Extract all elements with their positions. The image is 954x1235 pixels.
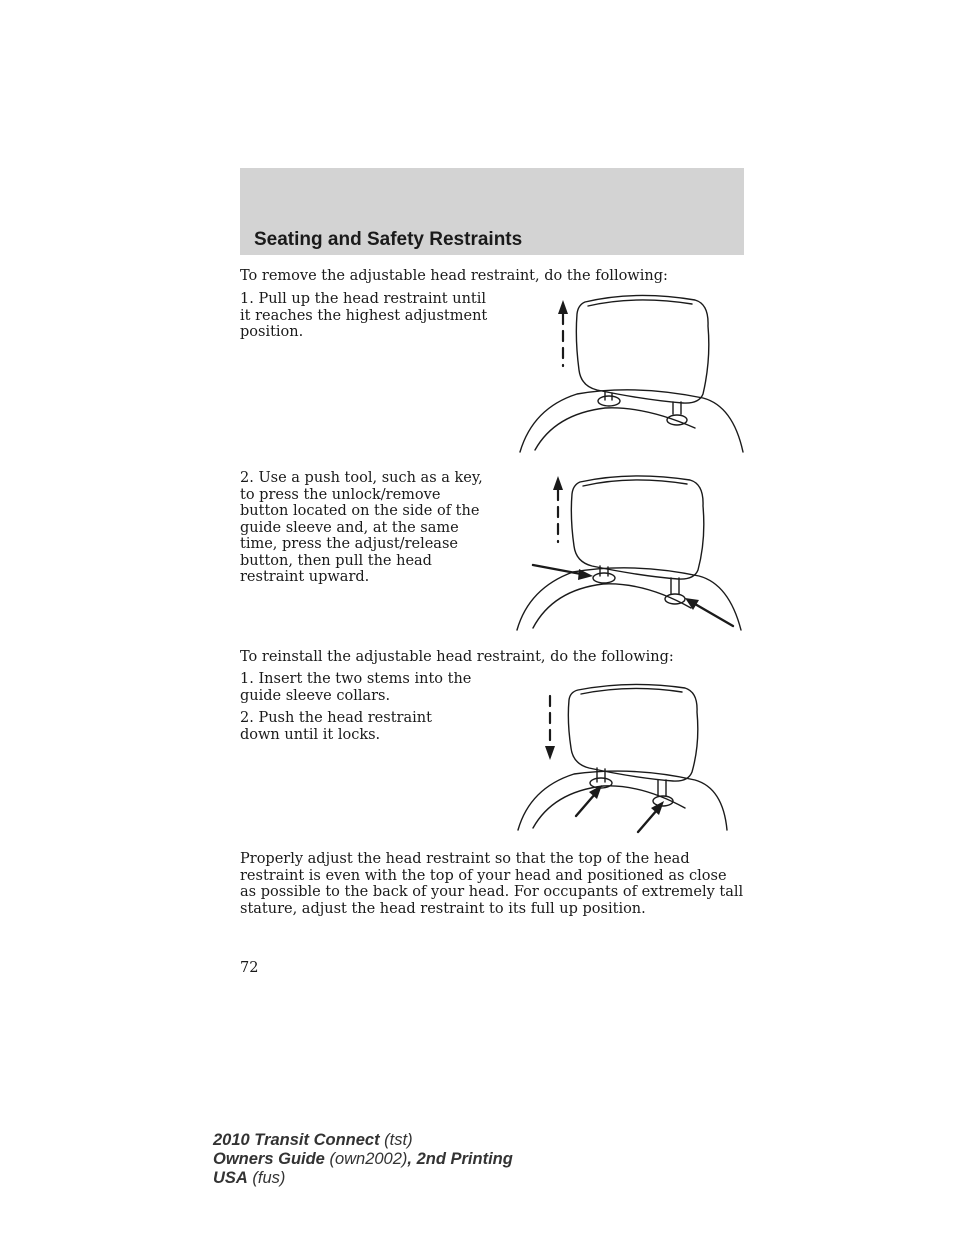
head-restraint-unlock-figure — [515, 472, 747, 632]
page-number: 72 — [240, 960, 259, 976]
remove-intro: To remove the adjustable head restraint, do the following: — [240, 268, 668, 284]
footer-line-1: 2010 Transit Connect (tst) — [213, 1131, 413, 1149]
remove-step-2: 2. Use a push tool, such as a key, to press the unlock/remove button located on the side of the guide sleeve and, at the same time, press the adjust/release button, then pull the head restraint upward. — [240, 470, 483, 585]
closing-paragraph: Properly adjust the head restraint so that the top of the head restraint is even with the top of your head and positioned as close as possible to the back of your head. For occupants of extremely tall stature, adjust the head restraint to its full up position. — [240, 851, 744, 917]
seatback-icon — [520, 390, 743, 452]
release-button-arrow-icon — [685, 598, 733, 626]
insert-stem-arrow-icon — [638, 801, 664, 832]
down-arrow-icon — [545, 696, 555, 760]
remove-step-1: 1. Pull up the head restraint until it reaches the highest adjustment position. — [240, 291, 488, 340]
head-restraint-icon — [576, 295, 708, 414]
up-arrow-icon — [558, 300, 568, 366]
section-title: Seating and Safety Restraints — [254, 229, 523, 250]
footer-line-2: Owners Guide (own2002), 2nd Printing — [213, 1150, 513, 1168]
head-restraint-pull-up-figure — [515, 290, 747, 458]
footer-line-3: USA (fus) — [213, 1169, 286, 1187]
insert-stem-arrow-icon — [576, 785, 602, 816]
seatback-icon — [517, 568, 741, 630]
document-footer — [213, 1131, 513, 1188]
section-header-band — [240, 168, 744, 255]
up-arrow-icon — [553, 476, 563, 542]
reinstall-step-2: 2. Push the head restraint down until it locks. — [240, 710, 432, 743]
seatback-icon — [518, 771, 727, 830]
reinstall-step-1: 1. Insert the two stems into the guide sleeve collars. — [240, 671, 472, 704]
head-restraint-reinstall-figure — [515, 682, 747, 834]
reinstall-intro: To reinstall the adjustable head restraint, do the following: — [240, 649, 674, 665]
head-restraint-icon — [568, 684, 697, 796]
push-button-arrow-icon — [533, 565, 593, 580]
